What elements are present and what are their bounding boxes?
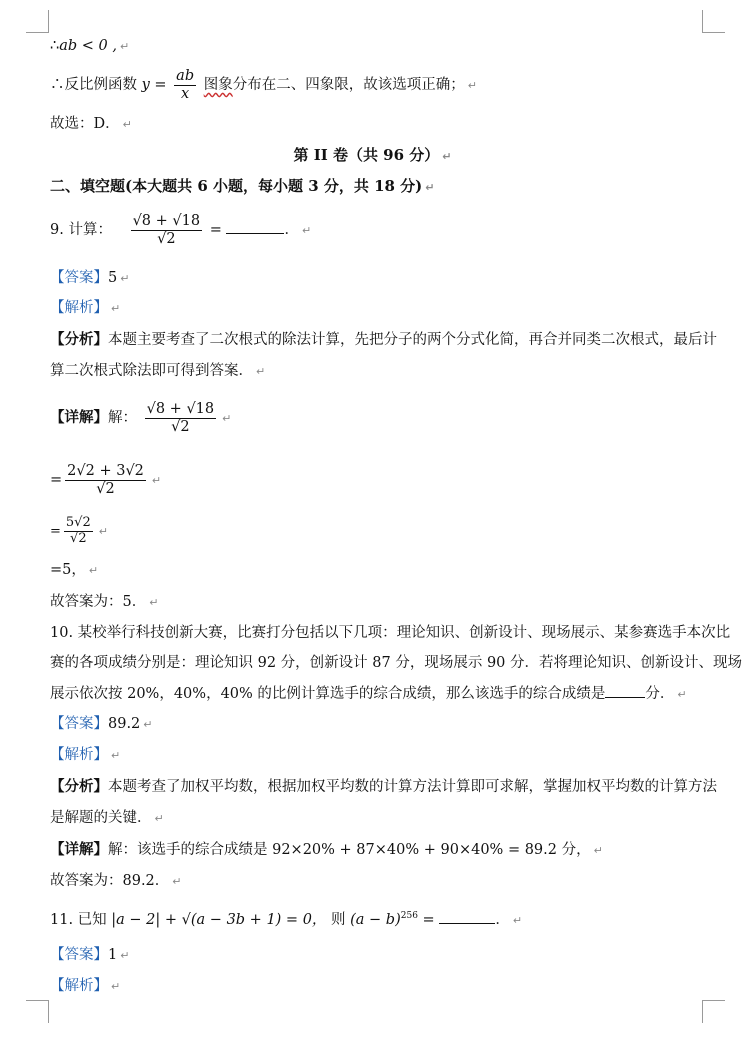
corner-mark-bottom-right <box>702 1000 725 1023</box>
spellcheck-underlined-word: 图象 <box>203 77 233 93</box>
paragraph-mark: ↵ <box>151 474 162 487</box>
section-heading-fill-blank <box>50 176 435 198</box>
paragraph-mark: ↵ <box>425 181 435 194</box>
line-inverse-function <box>50 66 477 105</box>
fenxi-text-cont: 算二次根式除法即可得到答案． <box>50 363 253 379</box>
detail-fraction-step2 <box>65 463 146 497</box>
answer-blank <box>439 911 495 924</box>
q9-analysis-line <box>50 298 120 319</box>
analysis-tag: 【解析】 <box>50 747 108 763</box>
q10-fenxi-line2 <box>50 808 164 829</box>
analysis-tag: 【解析】 <box>50 300 108 316</box>
q11-analysis-line <box>50 976 120 997</box>
inverse-function-text: ∴反比例函数 <box>50 77 137 93</box>
question-11-label: 11. 已知 <box>50 911 107 928</box>
q10-analysis-line <box>50 745 120 766</box>
fraction-denominator: x <box>181 85 190 102</box>
paragraph-mark: ↵ <box>120 949 130 962</box>
paragraph-mark: ↵ <box>111 749 121 762</box>
paragraph-mark: ↵ <box>301 224 312 237</box>
corner-mark-bottom-left <box>26 1000 49 1023</box>
question-11-expression: |a − 2| + √(a − 3b + 1) = 0， <box>111 911 327 928</box>
section-heading-text: 二、填空题(本大题共 6 小题，每小题 3 分，共 18 分) <box>50 177 423 195</box>
detail-tag: 【详解】 <box>50 841 108 858</box>
answer-blank <box>605 685 645 698</box>
fraction-ab-over-x <box>174 68 196 102</box>
detail-fraction-step1 <box>145 401 217 435</box>
paragraph-mark: ↵ <box>256 365 266 378</box>
question-9-fraction <box>131 213 203 247</box>
paragraph-mark: ↵ <box>593 844 603 857</box>
paragraph-mark: ↵ <box>442 150 452 163</box>
q9-step4 <box>50 560 98 581</box>
paragraph-mark: ↵ <box>222 412 232 425</box>
paragraph-mark: ↵ <box>172 875 182 888</box>
fraction-numerator: √8 + √18 <box>146 400 215 417</box>
therefore-symbol: ∴ <box>50 38 60 54</box>
paragraph-mark: ↵ <box>122 118 132 131</box>
fraction-denominator: √2 <box>157 230 176 247</box>
section-title-text: 第 II 卷（共 96 分） <box>293 146 440 164</box>
y-equals: y = <box>141 77 167 93</box>
conclusion-text: 故答案为：89.2． <box>50 873 170 889</box>
analysis-tag: 【解析】 <box>50 978 108 994</box>
q10-conclusion <box>50 871 182 892</box>
power-base: (a − b) <box>350 911 401 928</box>
paragraph-mark: ↵ <box>111 980 121 993</box>
answer-blank <box>226 221 284 234</box>
line-choose-d <box>50 114 132 135</box>
paragraph-mark: ↵ <box>98 525 108 538</box>
q10-line2 <box>50 653 742 673</box>
answer-tag: 【答案】 <box>50 270 108 286</box>
fenxi-tag: 【分析】 <box>50 331 108 348</box>
ab-inequality: ab < 0 , <box>59 38 117 54</box>
inverse-function-conclusion: 分布在二、四象限，故该选项正确； <box>232 77 465 93</box>
paragraph-mark: ↵ <box>677 688 687 701</box>
question-9-label: 9. 计算： <box>50 222 112 238</box>
answer-value: 5 <box>108 270 118 286</box>
conclusion-text: 故答案为：5． <box>50 594 147 610</box>
line-ab-negative <box>50 36 129 57</box>
question-9: 9. 计算： $\frac{√8 + √18}{√2}$ = ． ↵ <box>50 212 312 247</box>
power-exponent: 256 <box>400 911 418 921</box>
fraction-numerator: 5√2 <box>65 515 91 531</box>
paragraph-mark: ↵ <box>88 564 99 577</box>
q11-answer-line <box>50 945 129 966</box>
unit-text: 分． <box>645 686 675 702</box>
q10-line1 <box>50 623 730 643</box>
paragraph-mark: ↵ <box>512 913 523 927</box>
fraction-denominator: √2 <box>70 531 87 546</box>
detail-tag: 【详解】 <box>50 409 108 426</box>
section-title <box>0 144 745 165</box>
q9-fenxi-line1 <box>50 330 717 350</box>
detail-prefix: 解： <box>108 410 137 426</box>
detail-fraction-step3 <box>64 516 93 547</box>
step-result: =5， <box>50 562 86 578</box>
answer-value: 89.2 <box>108 716 141 732</box>
q10-detail-line <box>50 840 603 861</box>
q9-detail-line <box>50 396 231 441</box>
q9-conclusion <box>50 592 158 613</box>
fenxi-tag: 【分析】 <box>50 778 108 795</box>
q10-fenxi-line1 <box>50 777 717 797</box>
q9-step2: = $\frac{2√2 + 3√2}{√2}$ ↵ <box>50 462 162 497</box>
answer-tag: 【答案】 <box>50 947 108 963</box>
paragraph-mark: ↵ <box>111 302 121 315</box>
fenxi-text-cont: 是解题的关键． <box>50 810 152 826</box>
fraction-numerator: √8 + √18 <box>132 212 201 229</box>
q10-line3 <box>50 684 687 705</box>
choose-answer-text: 故选：D． <box>50 116 120 132</box>
equals-sign: = <box>422 911 435 928</box>
answer-value: 1 <box>108 947 118 963</box>
question-10-text-end: 展示依次按 20%，40%，40% 的比例计算选手的综合成绩，那么该选手的综合成绩是 <box>50 686 606 702</box>
fenxi-text: 本题考查了加权平均数，根据加权平均数的计算方法计算即可求解，掌握加权平均数的计算方法 <box>108 779 717 795</box>
q9-answer-line <box>50 268 129 289</box>
fraction-numerator: ab <box>176 67 195 84</box>
fraction-denominator: √2 <box>96 480 115 497</box>
paragraph-mark: ↵ <box>120 272 130 285</box>
detail-text: 解：该选手的综合成绩是 92×20% + 87×40% + 90×40% = 89.2 分， <box>108 842 591 858</box>
then-word: 则 <box>331 911 346 928</box>
paragraph-mark: ↵ <box>119 40 130 53</box>
q10-answer-line <box>50 714 153 735</box>
question-10-text-cont: 赛的各项成绩分别是：理论知识 92 分，创新设计 87 分，现场展示 90 分．若将理论知识、创新设计、现场 <box>50 655 743 671</box>
q9-step3: = $\frac{5√2}{√2}$ ↵ <box>50 515 108 546</box>
paragraph-mark: ↵ <box>149 596 159 609</box>
corner-mark-top-right <box>702 10 725 33</box>
corner-mark-top-left <box>26 10 49 33</box>
answer-tag: 【答案】 <box>50 716 108 732</box>
question-10-text: 10. 某校举行科技创新大赛，比赛打分包括以下几项：理论知识、创新设计、现场展示、某参赛选手本次比 <box>50 625 731 641</box>
fenxi-text: 本题主要考查了二次根式的除法计算，先把分子的两个分式化简，再合并同类二次根式，最后计 <box>108 332 717 348</box>
paragraph-mark: ↵ <box>467 79 477 92</box>
paragraph-mark: ↵ <box>154 812 164 825</box>
fraction-denominator: √2 <box>171 418 190 435</box>
question-11: 11. 已知 |a − 2| + √(a − 3b + 1) = 0， 则 $(a - b)^{256}$ = ． ↵ <box>50 911 523 928</box>
q9-fenxi-line2 <box>50 361 265 382</box>
paragraph-mark: ↵ <box>143 718 153 731</box>
fraction-numerator: 2√2 + 3√2 <box>67 462 144 479</box>
equals-sign: = <box>209 222 222 238</box>
